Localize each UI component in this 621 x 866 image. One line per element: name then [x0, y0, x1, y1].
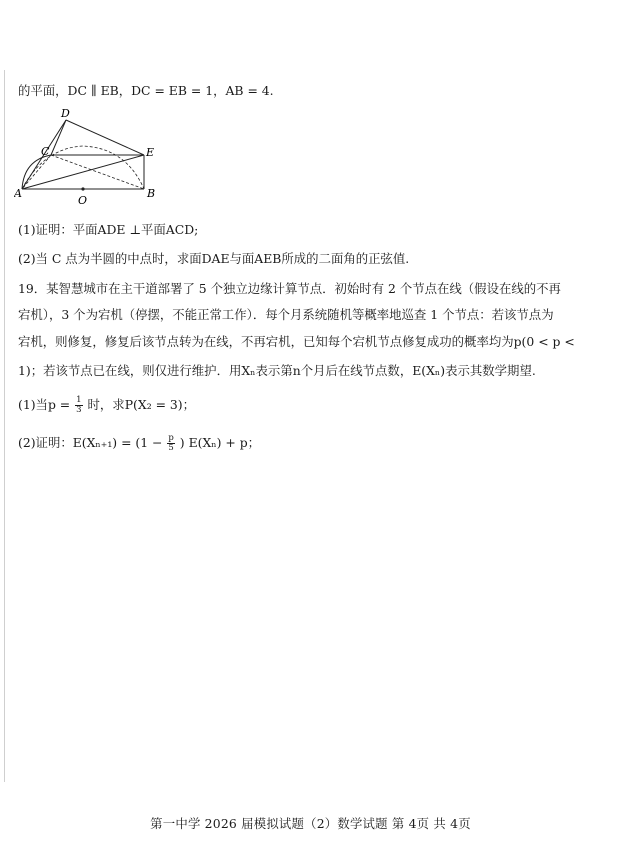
part-1-prefix: (1)当p =: [18, 397, 71, 412]
edge-CB-dashed: [51, 155, 144, 189]
page-margin-line: [4, 70, 5, 782]
label-O: O: [78, 194, 88, 207]
problem-18-part-1: (1)证明：平面ADE ⊥平面ACD;: [18, 222, 199, 237]
fraction-denominator: 5: [168, 443, 174, 453]
fraction-numerator: 1: [76, 395, 82, 405]
edge-DC: [51, 120, 66, 155]
fraction-denominator: 3: [76, 405, 82, 415]
part-2-suffix: ) E(Xₙ) + p；: [179, 435, 261, 450]
part-2-prefix: (2)证明：E(Xₙ₊₁) = (1 −: [18, 435, 163, 450]
problem-18-part-2: (2)当 C 点为半圆的中点时，求面DAE与面AEB所成的二面角的正弦值.: [18, 251, 410, 266]
problem-19-line-4: 1)；若该节点已在线，则仅进行维护．用Xₙ表示第n个月后在线节点数，E(Xₙ)表示其数学期望.: [18, 363, 536, 378]
problem-19-line-3: 宕机，则修复，修复后该节点转为在线，不再宕机，已知每个宕机节点修复成功的概率均为p(0 < p <: [18, 334, 575, 349]
problem-19-part-1: [18, 396, 195, 415]
problem-19-line-1: 19．某智慧城市在主干道部署了 5 个独立边缘计算节点．初始时有 2 个节点在线（假设在线的不再: [18, 281, 561, 296]
fraction-one-third: [75, 396, 82, 415]
label-D: D: [61, 108, 70, 120]
point-O: [81, 187, 84, 190]
problem-19-part-2: [18, 434, 260, 453]
label-E: E: [146, 146, 155, 159]
problem-19-line-2: 宕机），3 个为宕机（停摆，不能正常工作）．每个月系统随机等概率地巡查 1 个节点：若该节点为: [18, 307, 554, 322]
label-C: C: [41, 145, 50, 158]
label-B: B: [147, 187, 156, 200]
fraction-numerator: p: [168, 433, 174, 443]
label-A: A: [14, 187, 22, 200]
problem-18-continuation: 的平面，DC ∥ EB，DC = EB = 1，AB = 4.: [18, 83, 274, 98]
geometry-figure: [14, 108, 164, 208]
page-footer: 第一中学 2026 届模拟试题（2）数学试题 第 4页 共 4页: [150, 816, 471, 831]
part-1-suffix: 时，求P(X₂ = 3)；: [87, 397, 196, 412]
fraction-p-over-5: [167, 434, 174, 453]
